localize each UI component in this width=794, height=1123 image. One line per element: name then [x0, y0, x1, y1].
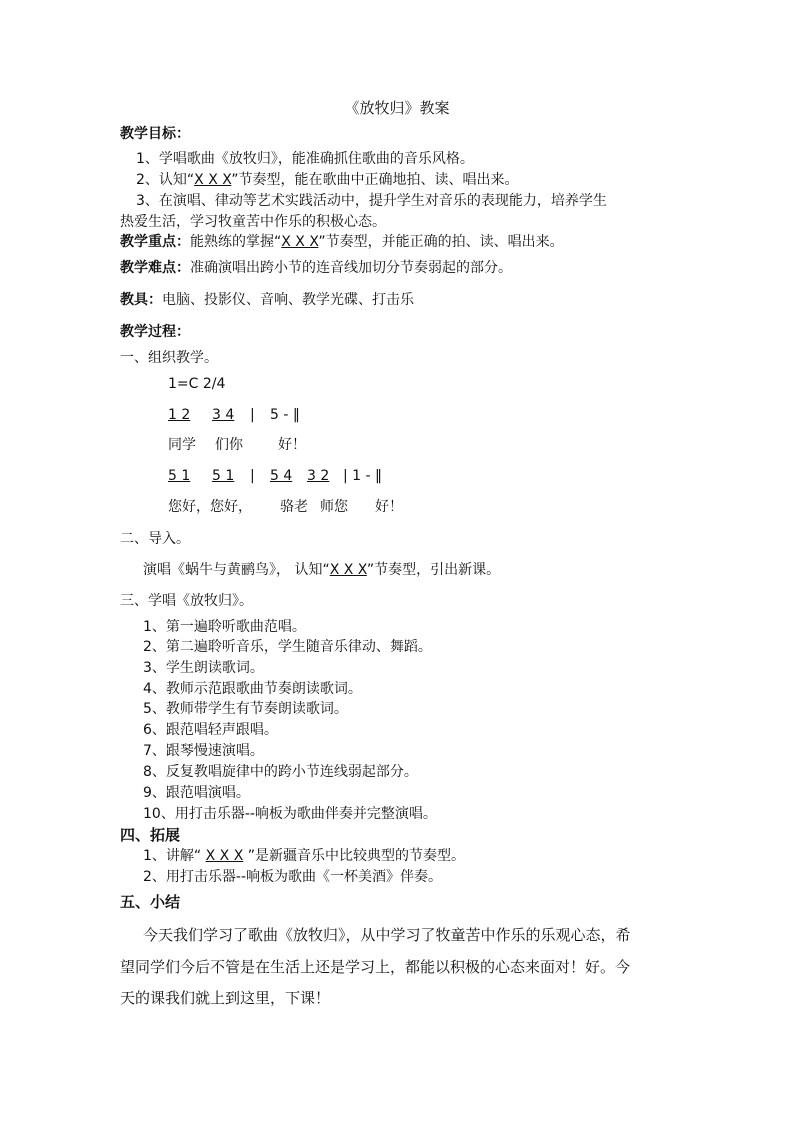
- section-4-item-1: 1、讲解“ X X X ”是新疆音乐中比较典型的节奏型。: [143, 848, 466, 864]
- list-item: 9、跟范唱演唱。: [143, 785, 250, 801]
- key-signature: 1=C 2/4: [168, 376, 226, 392]
- list-item: 8、反复教唱旋律中的跨小节连线弱起部分。: [143, 764, 418, 780]
- section-2-text: 演唱《蜗牛与黄鹂鸟》， 认知“X X X”节奏型，引出新课。: [143, 562, 501, 578]
- section-5-heading: 五、小结: [120, 893, 181, 911]
- rhythm-code: X X X: [329, 562, 367, 578]
- lyric-1c: 好！: [278, 437, 306, 453]
- summary-line-3: 天的课我们就上到这里，下课！: [120, 989, 331, 1007]
- tools-line: 教具：电脑、投影仪、音响、教学光碟、打击乐: [120, 292, 414, 308]
- list-item: 1、第一遍聆听歌曲范唱。: [143, 619, 306, 635]
- notation-2e: 3 2: [307, 468, 330, 484]
- goal-item-3: 3、在演唱、律动等艺术实践活动中，提升学生对音乐的表现能力，培养学生: [136, 193, 607, 209]
- process-heading: 教学过程：: [120, 324, 190, 340]
- goal-item-1: 1、学唱歌曲《放牧归》，能准确抓住歌曲的音乐风格。: [136, 151, 474, 167]
- lyric-2a: 您好，您好，: [168, 499, 252, 515]
- section-4-heading: 四、拓展: [120, 826, 181, 844]
- lyric-1b: 们你: [215, 437, 243, 453]
- list-item: 3、学生朗读歌词。: [143, 660, 264, 676]
- focus-line: 教学重点：能熟练的掌握“X X X”节奏型，并能正确的拍、读、唱出来。: [120, 234, 564, 250]
- notation-2b: 5 1: [212, 468, 235, 484]
- list-item: 6、跟范唱轻声跟唱。: [143, 722, 278, 738]
- goal-item-2: 2、认知“X X X”节奏型，能在歌曲中正确地拍、读、唱出来。: [136, 172, 519, 188]
- barline: |: [250, 407, 255, 423]
- notation-1b: 3 4: [212, 407, 235, 423]
- list-item: 7、跟琴慢速演唱。: [143, 743, 264, 759]
- page-title: 《放牧归》教案: [344, 99, 450, 117]
- notation-1d: 5 - ‖: [270, 407, 300, 423]
- notation-2d: 5 4: [270, 468, 293, 484]
- section-1-heading: 一、组织教学。: [120, 350, 218, 366]
- barline: |: [250, 468, 255, 484]
- section-2-heading: 二、导入。: [120, 531, 190, 547]
- lyric-2c: 师您: [320, 499, 348, 515]
- rhythm-code: X X X: [281, 234, 319, 250]
- goal-item-3-cont: 热爱生活，学习牧童苦中作乐的积极心态。: [120, 214, 386, 230]
- list-item: 5、教师带学生有节奏朗读歌词。: [143, 701, 348, 717]
- difficulty-line: 教学难点：准确演唱出跨小节的连音线加切分节奏弱起的部分。: [120, 260, 512, 276]
- section-3-heading: 三、学唱《放牧归》。: [120, 593, 253, 609]
- list-item: 10、用打击乐器--响板为歌曲伴奏并完整演唱。: [143, 806, 437, 822]
- notation-1a: 1 2: [168, 407, 191, 423]
- goals-heading: 教学目标：: [120, 126, 190, 142]
- notation-2f: | 1 - ‖: [343, 468, 383, 484]
- lyric-2b: 骆老: [280, 499, 308, 515]
- lyric-1a: 同学: [168, 437, 196, 453]
- rhythm-code: X X X: [205, 848, 244, 864]
- summary-line-2: 望同学们今后不管是在生活上还是学习上，都能以积极的心态来面对！好。今: [120, 958, 631, 976]
- lyric-2d: 好！: [375, 499, 403, 515]
- notation-2a: 5 1: [168, 468, 191, 484]
- list-item: 4、教师示范跟歌曲节奏朗读歌词。: [143, 681, 362, 697]
- section-4-item-2: 2、用打击乐器--响板为歌曲《一杯美酒》伴奏。: [143, 869, 443, 885]
- rhythm-code: X X X: [194, 172, 232, 188]
- summary-line-1: 今天我们学习了歌曲《放牧归》，从中学习了牧童苦中作乐的乐观心态，希: [143, 926, 631, 944]
- list-item: 2、第二遍聆听音乐，学生随音乐律动、舞蹈。: [143, 639, 432, 655]
